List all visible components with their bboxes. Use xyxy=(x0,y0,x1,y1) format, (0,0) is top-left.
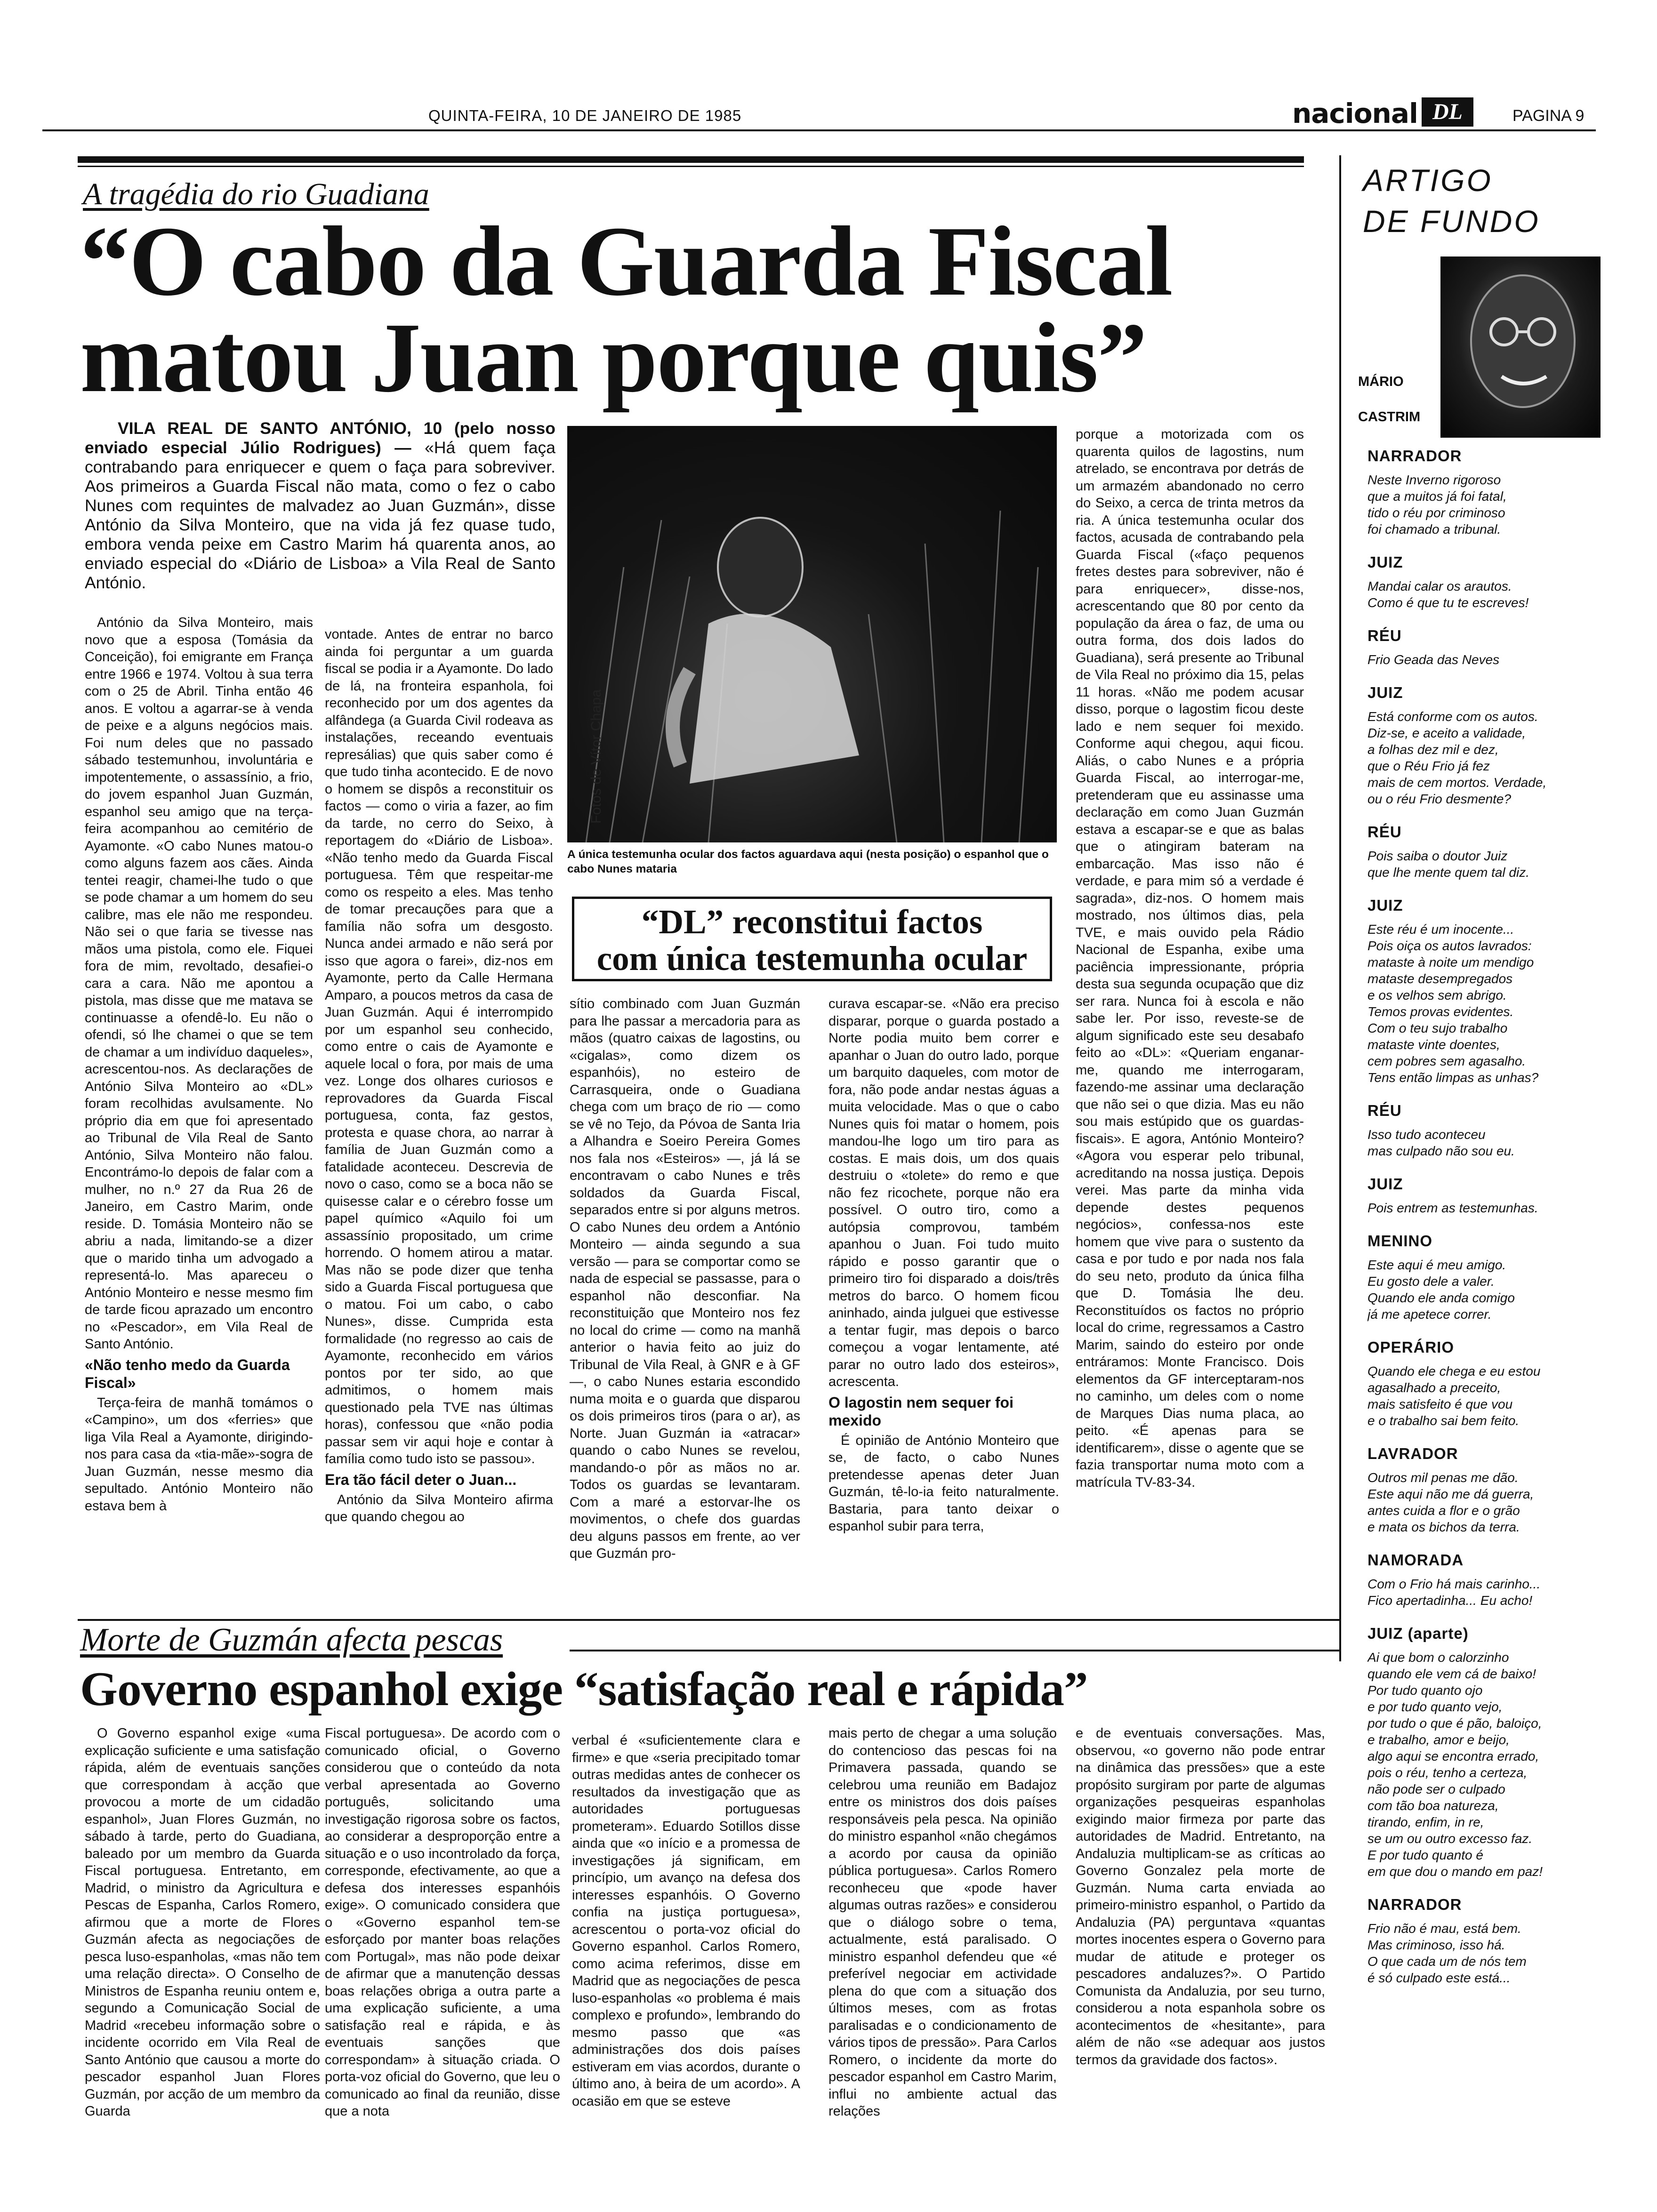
story1-col2-text: vontade. Antes de entrar no barco ainda foi perguntar a um guarda fiscal se podia ir a Ayamonte. Do lado de lá, na fronteira espanhola, foi reconhecido por um dos agentes da alfândega (a Guarda Civil rodeava as instalações, receando eventuais represálias) que quis saber como é que tudo tinha acontecido. E de novo o homem se dispôs a reconstituir os factos — como o viria a fazer, ao fim da tarde, no cerro do Seixo, à reportagem do «Diário de Lisboa». «Não tenho medo da Guarda Fiscal portuguesa. Têm que respeitar-me como os respeito a eles. Mas tenho de tomar precauções para que a família não sofra um desgosto. Nunca andei armado e não será por isso que agora o farei», diz-nos em Ayamonte, perto da Calle Hermana Amparo, a poucos metros da casa de Juan Guzmán. Aqui é interrompido por um espanhol seu conhecido, como entre o cais de Ayamonte e aquele local o fora, por mais de uma vez. Longe dos olhares curiosos e reprovadores da Guarda Fiscal portuguesa, conta, faz gestos, protesta e quase chora, ao narrar à família de Juan Guzmán como a fatalidade aconteceu. Descrevia de novo o caso, como se a boca não se quisesse calar e o cérebro fosse um papel químico «Aquilo foi um assassínio propositado, um crime horrendo. O homem atirou a matar. Mas não se pode dizer que tenha sido a Guarda Fiscal portuguesa que o matou. Foi um cabo, o cabo Nunes», disse. Cumprida esta formalidade (no regresso ao cais de Ayamonte, reconhecido em vários pontos por ter sido, ao que admitimos, o homem mais questionado pela TVE nas últimas horas), confessou que «não podia passar sem vir aqui hoje e contar à família como tudo isto se passou». xyxy=(325,627,553,1467)
poem-role: NARRADOR xyxy=(1367,447,1462,465)
artigo-title-1: ARTIGO xyxy=(1363,163,1493,198)
poem-verse: Isso tudo aconteceu mas culpado não sou eu. xyxy=(1367,1127,1515,1158)
story2-kicker: Morte de Guzmán afecta pescas xyxy=(80,1622,503,1658)
poem-role: RÉU xyxy=(1367,1102,1402,1119)
poem-verse: Está conforme com os autos. Diz-se, e aceito a validade, a folhas dez mil e dez, que o Réu Frio já fez mais de cem mortos. Verdade, ou o réu Frio desmente? xyxy=(1367,709,1547,806)
photo-credit xyxy=(588,689,607,824)
lead-text: «Há quem faça contrabando para enriquecer e quem o faça para sobreviver. Aos primeiros a Guarda Fiscal não mata, como o fez o cabo Nunes com requintes de malvadez ao Juan Guzmán», disse António da Silva Monteiro, que na vida já fez quase tudo, embora venda peixe em Castro Marim há quarenta anos, ao enviado especial do «Diário de Lisboa» a Vila Real de Santo António. xyxy=(85,438,555,592)
headline-line-2: matou Juan porque quis” xyxy=(80,302,1147,413)
right-rule-vertical xyxy=(1339,155,1341,1661)
story1-col5-text: porque a motorizada com os quarenta quilos de lagostins, num atrelado, se encontrava por detrás de um armazém abandonado no cerro do Seixo, a cerca de trinta metros da ria. A única testemunha ocular dos factos, acusada de contrabando pela Guarda Fiscal («faço pequenos fretes destes para sobreviver, não é para enriquecer», disse-nos, acrescentando que 80 por cento da população da área o faz, de uma ou outra forma, dos dois lados do Guadiana), será presente ao Tribunal de Vila Real no próximo dia 15, pelas 11 horas. «Não me podem acusar disso, porque o lagostim ficou deste lado e nem sequer foi mexido. Conforme aqui chegou, aqui ficou. Aliás, o cabo Nunes e a própria Guarda Fiscal, ao interrogar-me, pretenderam que eu assinasse uma declaração em como Juan Guzmán estava a escapar-se e que as balas que o atingiram bateram na embarcação. Mas isso não é verdade, e para mim só a verdade é sagrada», diz-nos. O homem mais mostrado, nos últimos dias, pela TVE, e mais ouvido pela Rádio Nacional de Espanha, exibe uma paciência impressionante, própria desta sua segunda ocupação que diz ser rara. Nunca foi à escola e não sabe ler. Por isso, reveste-se de algum significado este seu desabafo feito ao «DL»: «Queriam enganar-me, quando me interrogaram, fazendo-me assinar uma declaração que não sei o que dizia. Mas eu não sou mais estúpido que os guardas-fiscais». E agora, António Monteiro? «Agora vou esperar pelo tribunal, acreditando na nossa justiça. Depois verei. Mas parte da minha vida depende destes pequenos negócios», confessa-nos este homem que vive para o sustento da casa e por tudo e por nada nos fala do seu neto, produto da única filha que D. Tomásia lhe deu. Reconstituídos os factos no próprio local do crime, regressamos a Castro Marim, saindo do esteiro por onde entráramos: Monte Francisco. Dois elementos da GF interceptaram-nos no caminho, um deles com o nome de Marques Dias numa placa, ao peito. «É apenas para se identificarem», disse o agente que se fazia transportar numa moto com a matrícula TV-83-34. xyxy=(1076,427,1304,1490)
story1-col1-text: António da Silva Monteiro, mais novo que a esposa (Tomásia da Conceição), foi emigrante em França entre 1966 e 1974. Voltou à sua terra com o 25 de Abril. Tinha então 46 anos. E voltou a agarrar-se à venda de peixe e a alguns negócios mais. Foi num deles que no passado sábado testemunhou, involuntária e impotentemente, o assassínio, a frio, do jovem espanhol Juan Guzmán, espanhol seu amigo que na terça-feira acompanhou ao cemitério de Ayamonte. «O cabo Nunes matou-o como alguns fazem aos cães. Ainda tentei reagir, chamei-lhe tudo o que se pode chamar a um homem do seu calibre, mas ele não me respondeu. Não sei o que faria se tivesse nas mãos uma pistola, como ele. Fiquei fora de mim, revoltado, desafiei-o cara a cara. Não me apontou a pistola, mas disse que me matava se continuasse a ofendê-lo. Eu não o ofendi, só lhe chamei o que se tem de chamar a um indivíduo daqueles», acrescentou-nos. As declarações de António Silva Monteiro ao «DL» foram recolhidas avulsamente. No próprio dia em que foi apresentado ao Tribunal de Vila Real de Santo António, Silva Monteiro não falou. Encontrámo-lo depois de falar com a mulher, no n.º 27 da Rua 26 de Janeiro, em Castro Marim, onde reside. D. Tomásia Monteiro não se abriu a nada, limitando-se a dizer que o marido tinha um advogado a representá-lo. Mas apareceu o António Monteiro e nesse mesmo fim de tarde ficou aprazado um encontro no «Pescador», em Vila Real de Santo António. xyxy=(85,615,313,1352)
story1-col4b-text: É opinião de António Monteiro que se, de facto, o cabo Nunes pretendesse apenas deter Juan Guzmán, tê-lo-ia feito naturalmente. Bastaria, para tanto deixar o espanhol subir para terra, xyxy=(828,1433,1059,1534)
story2-headline: Governo espanhol exige “satisfação real e rápida” xyxy=(80,1662,1088,1716)
headline-line-1: “O cabo da Guarda Fiscal xyxy=(80,206,1172,316)
dl-box xyxy=(572,897,1052,981)
dl-logo-text: DL xyxy=(1432,99,1463,124)
poem-verse: Este réu é um inocente... Pois oiça os autos lavrados: mataste à noite um mendigo mataste desempregados e os velhos sem abrigo. Temos provas evidentes. Com o teu sujo trabalho mataste vinte doentes, cem pobres sem agasalho. Tens então limpas as unhas? xyxy=(1367,922,1539,1085)
story2-col2-text: Fiscal portuguesa». De acordo com o comunicado oficial, o Governo considerou que o conteúdo da nota verbal apresentada ao Governo português, solicitando uma investigação rigorosa sobre os factos, ao considerar a desproporção entre a situação e o uso incontrolado da força, corresponde, efectivamente, ao que a defesa dos interesses espanhóis exige». O comunicado considera que o «Governo espanhol tem-se esforçado por manter boas relações com Portugal», mas não pode deixar de afirmar que a manutenção dessas boas relações obriga a outra parte a uma explicação suficiente, a uma satisfação real e rápida, e às eventuais sanções que correspondam» à situação criada. O porta-voz oficial do Governo, que leu o comunicado ao final da reunião, disse que a nota xyxy=(325,1726,560,2119)
story1-col3-text: sítio combinado com Juan Guzmán para lhe passar a mercadoria para as mãos (quatro caixas de lagostins, ou «cigalas», como dizem os espanhóis), no esteiro de Carrasqueira, onde o Guadiana chega com um braço de rio — como se vê no Tejo, da Póvoa de Santa Iria a Alhandra e Soeiro Pereira Gomes nos fala nos «Esteiros» —, já lá se encontravam o cabo Nunes e três soldados da Guarda Fiscal, separados entre si por alguns metros. O cabo Nunes deu ordem a António Monteiro — ainda segundo a sua versão — para se comportar como se nada de especial se passasse, para o espanhol não desconfiar. Na reconstituição que Monteiro nos fez no local do crime — como na manhã anterior o havia feito ao juiz do Tribunal de Vila Real, à GNR e à GF —, o cabo Nunes estaria escondido numa moita e o guarda que disparou os dois primeiros tiros (para o ar), as Norte. Juan Guzmán ia «atracar» quando o cabo Nunes se revelou, mandando-o pôr as mãos no ar. Todos os guardas se levantaram. Com a maré a estorvar-lhe os movimentos, o chefe dos guardas deu alguns passos em frente, ao ver que Guzmán pro- xyxy=(570,996,800,1561)
story2-col3-text: verbal é «suficientemente clara e firme» e que «seria precipitado tomar outras medidas antes de conhecer os resultados da investigação que as autoridades portuguesas prometeram». Eduardo Sotillos disse ainda que «o início e a promessa de investigações já significam, em princípio, um avanço na defesa dos interesses espanhóis. O Governo confia na justiça portuguesa», acrescentou o porta-voz oficial do Governo espanhol. Carlos Romero, como acima referimos, disse em Madrid que as negociações de pesca luso-espanholas «o problema é mais complexo e profundo», lembrando do mesmo passo que «as administrações dos dois países estiveram em vias acordos, durante o último ano, à beira de um acordo». A ocasião em que se esteve xyxy=(572,1733,800,2109)
story1-column-1 xyxy=(85,614,313,1610)
author-name-2: CASTRIM xyxy=(1358,409,1421,425)
header-rule xyxy=(42,129,1596,131)
photo-caption: A única testemunha ocular dos factos aguardava aqui (nesta posição) o espanhol que o cabo Nunes mataria xyxy=(567,848,1049,875)
page-number: PAGINA 9 xyxy=(1512,107,1585,125)
photo-figure-icon xyxy=(567,426,1057,842)
story1-column-3 xyxy=(570,995,800,1610)
story2-col4-text: mais perto de chegar a uma solução do contencioso das pescas foi na Primavera passada, quando se celebrou uma reunião em Badajoz entre os ministros dos dois países responsáveis pela pesca. Na opinião do ministro espanhol «não chegámos a acordo por causa da opinião pública portuguesa». Carlos Romero reconheceu que «pode haver algumas outras razões» e considerou que o diálogo sobre o tema, actualmente, está paralisado. O ministro espanhol defendeu que «é preferível negociar em actividade plena do que com a situação dos últimos meses, com as frotas paralisadas e o condicionamento de vários tipos de pressão». Para Carlos Romero, o incidente da morte do pescador espanhol em Castro Marim, influi no ambiente actual das relações xyxy=(828,1726,1057,2119)
dl-logo xyxy=(1422,97,1473,127)
poem-role: JUIZ xyxy=(1367,897,1403,914)
poem-role: JUIZ xyxy=(1367,553,1403,571)
story2-column-4 xyxy=(828,1725,1057,2200)
lead-paragraph xyxy=(85,419,555,593)
story1-col4-text: curava escapar-se. «Não era preciso disparar, porque o guarda postado a Norte podia muito bem correr e apanhar o Juan do outro lado, porque um barquito daqueles, com motor de fora, não pode andar nestas águas a muita velocidade. Mas o que o cabo Nunes quis foi matar o homem, pois mandou-lhe logo um tiro para as costas. E mais dois, um dos quais destruiu o «tolete» do remo e que não fez ricochete, porque não era possível. O outro tiro, como a autópsia comprovou, também apanhou o Juan. Foi tudo muito rápido e posso garantir que o primeiro tiro foi disparado a dois/três metros do barco. O homem ficou aninhado, ainda julguei que estivesse a tentar fugir, mas depois o barco começou a vogar lentamente, até parar no outro lado dos esteiros», acrescenta. xyxy=(828,996,1059,1389)
page-header xyxy=(42,97,1596,129)
poem-verse: Quando ele chega e eu estou agasalhado a preceito, mais satisfeito é que vou e o trabalho sai bem feito. xyxy=(1367,1364,1541,1428)
poem-role: RÉU xyxy=(1367,627,1402,644)
poem-verse: Pois entrem as testemunhas. xyxy=(1367,1201,1538,1215)
poem-verse: Frio Geada das Neves xyxy=(1367,652,1500,667)
photo-credit-text: Fotos de Vítor Chapa xyxy=(588,689,604,824)
poem-role: JUIZ (aparte) xyxy=(1367,1625,1469,1642)
story2-column-1 xyxy=(85,1725,320,2200)
poem-role: RÉU xyxy=(1367,823,1402,841)
story2-column-5 xyxy=(1076,1725,1325,2200)
story2-column-2 xyxy=(325,1725,560,2200)
subhead-lagostin: O lagostin nem sequer foi mexido xyxy=(828,1394,1014,1429)
poem-role: JUIZ xyxy=(1367,684,1403,701)
poem-verse: Mandai calar os arautos. Como é que tu te escreves! xyxy=(1367,579,1529,610)
section-name: nacional xyxy=(1292,97,1418,129)
box-headline-line-1: “DL” reconstitui factos xyxy=(641,903,983,941)
story1-col2b-text: António da Silva Monteiro afirma que quando chegou ao xyxy=(325,1492,553,1524)
kicker: A tragédia do rio Guadiana xyxy=(83,177,429,211)
artigo-poem xyxy=(1367,447,1575,2188)
poem-verse: Ai que bom o calorzinho quando ele vem cá de baixo! Por tudo quanto ojo e por tudo quanto vejo, por tudo o que é pão, baloiço, e trabalho, amor e beijo, algo aqui se encontra errado, pois o réu, tenho a certeza, não pode ser o culpado com tão boa natureza, tirando, enfim, in re, se um ou outro excesso faz. E por tudo quanto é em que dou o mando em paz! xyxy=(1367,1650,1543,1879)
subhead-nao-tenho-medo: «Não tenho medo da Guarda Fiscal» xyxy=(85,1356,290,1391)
subhead-era-tao-facil: Era tão fácil deter o Juan... xyxy=(325,1471,517,1488)
artigo-title-2: DE FUNDO xyxy=(1363,204,1540,239)
poem-role: MENINO xyxy=(1367,1232,1432,1250)
story1-column-4 xyxy=(828,995,1059,1610)
poem-verse: Frio não é mau, está bem. Mas criminoso, isso há. O que cada um de nós tem é só culpado este está... xyxy=(1367,1921,1527,1985)
poem-role: LAVRADOR xyxy=(1367,1445,1458,1462)
story2-col5-text: e de eventuais conversações. Mas, observou, «o governo não pode entrar na dinâmica das pressões» que a este propósito surgiram por parte de algumas organizações pesqueiras espanholas exigindo maior firmeza por parte das autoridades de Madrid. Entretanto, na Andaluzia multiplicam-se as críticas ao Governo Gonzalez pela morte de Guzmán. Numa carta enviada ao primeiro-ministro espanhol, o Partido da Andaluzia (PA) perguntava «quantas mortes inocentes espera o Governo para mudar de atitude e proteger os pescadores andaluzes?». O Partido Comunista da Andaluzia, por seu turno, considerou a nota espanhola sobre os acontecimentos de «hesitante», para além de não «se adequar aos justos termos da gravidade dos factos». xyxy=(1076,1726,1325,2068)
top-story-rule-thin xyxy=(78,166,1304,167)
poem-verse: Neste Inverno rigoroso que a muitos já foi fatal, tido o réu por criminoso foi chamado a tribunal. xyxy=(1367,473,1507,537)
story2-rule-top xyxy=(78,1619,1339,1621)
author-name-1: MÁRIO xyxy=(1358,374,1404,389)
poem-verse: Pois saiba o doutor Juiz que lhe mente quem tal diz. xyxy=(1367,849,1529,880)
poem-role: OPERÁRIO xyxy=(1367,1338,1455,1356)
poem-role: NARRADOR xyxy=(1367,1896,1462,1913)
story1-col1b-text: Terça-feira de manhã tomámos o «Campino», um dos «ferries» que liga Vila Real a Ayamonte, dirigindo-nos para casa da «tia-mãe»-sogra de Juan Guzmán, nesse mesmo dia sepultado. António Monteiro não estava bem à xyxy=(85,1395,313,1514)
portrait-face-icon xyxy=(1440,256,1601,438)
story2-column-3 xyxy=(572,1732,800,2200)
poem-verse: Outros mil penas me dão. Este aqui não me dá guerra, antes cuida a flor e o grão e mata os bichos da terra. xyxy=(1367,1470,1534,1534)
story1-column-2 xyxy=(325,626,553,1610)
lead-dateline: VILA REAL DE SANTO ANTÓNIO, 10 (pelo nosso enviado especial Júlio Rodrigues) — xyxy=(85,419,555,457)
author-portrait xyxy=(1440,256,1601,438)
top-story-rule-heavy xyxy=(78,156,1304,163)
poem-verse: Este aqui é meu amigo. Eu gosto dele a valer. Quando ele anda comigo já me apetece correr. xyxy=(1367,1258,1515,1322)
story1-column-5 xyxy=(1076,426,1304,1610)
photo xyxy=(567,426,1057,842)
poem-verse: Com o Frio há mais carinho... Fico apertadinha... Eu acho! xyxy=(1367,1577,1541,1608)
poem-role: NAMORADA xyxy=(1367,1551,1464,1569)
box-headline-line-2: com única testemunha ocular xyxy=(596,939,1028,978)
story2-rule-mid xyxy=(570,1650,1339,1651)
poem-role: JUIZ xyxy=(1367,1175,1403,1193)
story2-col1-text: O Governo espanhol exige «uma explicação suficiente e uma satisfação rápida, além de eventuais sanções que correspondam à acção que provocou a morte de um cidadão espanhol», Juan Flores Guzmán, no sábado à tarde, perto do Guadiana, baleado por um membro da Guarda Fiscal portuguesa. Entretanto, em Madrid, o ministro da Agricultura e Pescas de Espanha, Carlos Romero, afirmou que a morte de Flores Guzmán afecta as negociações de pesca luso-espanholas, «mas não tem uma relação directa». O Conselho de Ministros de Espanha reuniu ontem e, segundo a Comunicação Social de Madrid «recebeu informação sobre o incidente ocorrido em Vila Real de Santo António que causou a morte do pescador espanhol Juan Flores Guzmán, por acção de um membro da Guarda xyxy=(85,1726,320,2119)
header-date: QUINTA-FEIRA, 10 DE JANEIRO DE 1985 xyxy=(428,107,742,124)
